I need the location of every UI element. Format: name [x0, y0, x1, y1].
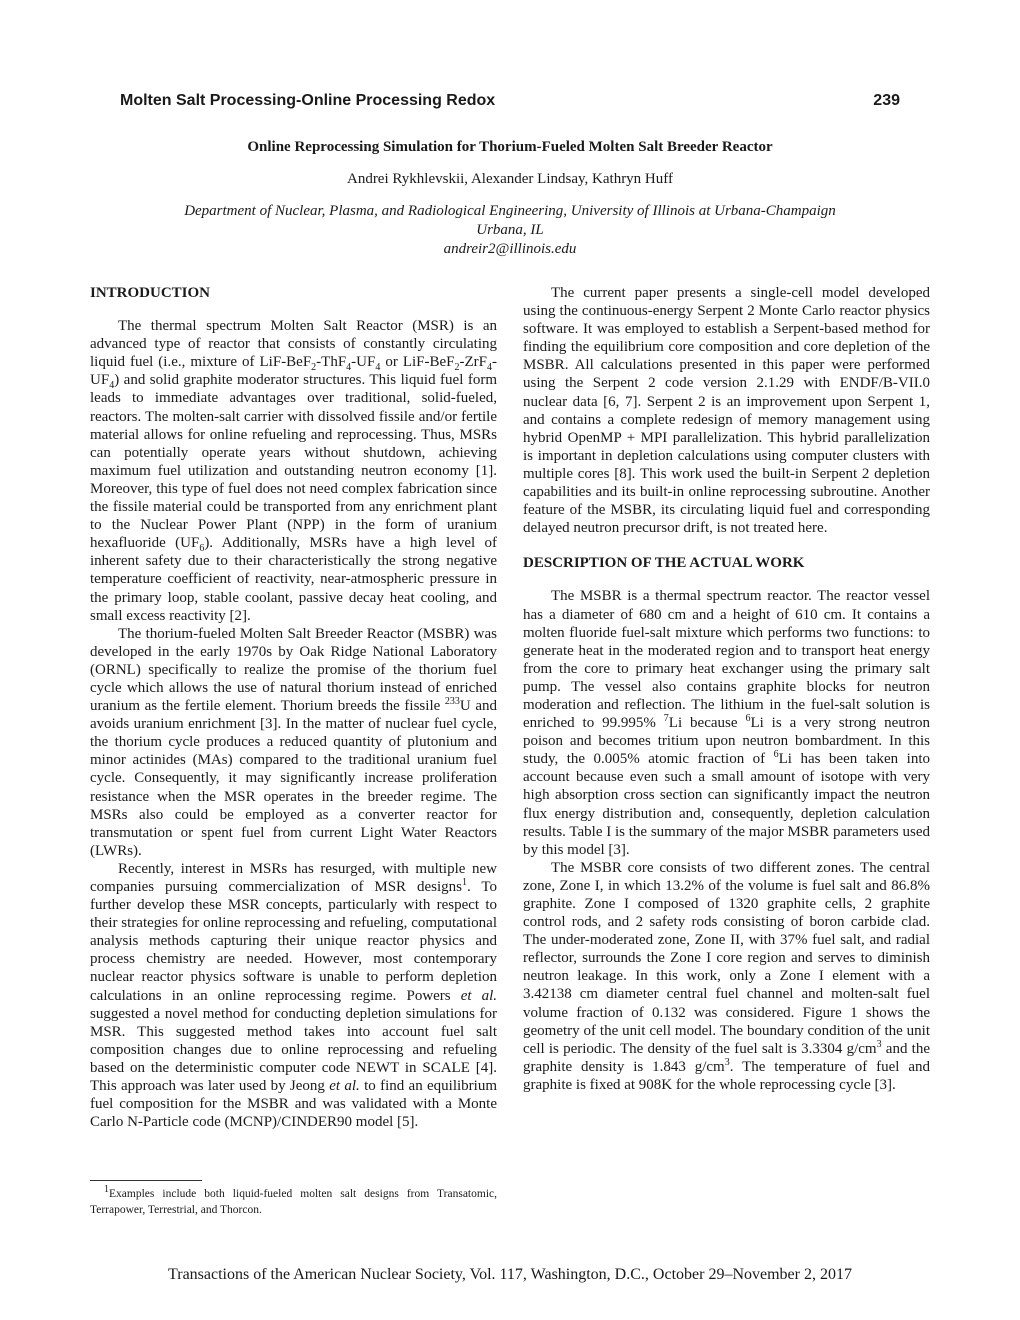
footnote-text: Examples include both liquid-fueled molten salt designs from Transatomic, Terrapower, Terrestrial, and Thorcon.	[90, 1188, 497, 1216]
title-block	[90, 139, 930, 259]
intro-paragraph-1: The thermal spectrum Molten Salt Reactor (MSR) is an advanced type of reactor that consists of constantly circulating liquid fuel (i.e., mixture of LiF-$BeF_2-ThF_4-UF_4$ or LiF-$BeF_2-ZrF_4-UF_4$) and solid graphite moderator structures. This liquid fuel form leads to immediate advantages over traditional, solid-fueled, reactors. The molten-salt carrier with dissolved fissile and/or fertile material allows for online refueling and reprocessing. Thus, MSRs can potentially operate years without shutdown, achieving maximum fuel utilization and outstanding neutron economy [1]. Moreover, this type of fuel does not need complex fabrication since the fissile material could be transported from any enrichment plant to the Nuclear Power Plant (NPP) in the form of uranium hexafluoride $(UF_6)$. Additionally, MSRs have a high level of inherent safety due to their characteristically the strong negative temperature coefficient of reactivity, near-atmospheric pressure in the primary loop, stable coolant, passive decay heat cooling, and small excess reactivity [2].	[90, 318, 497, 624]
footnote-marker[interactable]: 1	[461, 877, 467, 888]
footnote-divider	[90, 1180, 202, 1181]
footnote	[90, 1186, 497, 1218]
running-head	[120, 92, 900, 110]
affiliation	[90, 202, 930, 259]
author-email[interactable]: andreir2@illinois.edu	[443, 241, 577, 257]
intro-paragraph-2: The thorium-fueled Molten Salt Breeder Reactor (MSBR) was developed in the early 1970s by Oak Ridge National Laboratory (ORNL) specifically to realize the promise of the thorium fuel cycle which allows the use of natural thorium instead of enriched uranium as the fertile element. Thorium breeds the fissile $^{233}$U and avoids uranium enrichment [3]. In the matter of nuclear fuel cycle, the thorium cycle produces a reduced quantity of plutonium and minor actinides (MAs) compared to the traditional uranium fuel cycle. Consequently, it may significantly increase proliferation resistance when the MSR operates in the breeder regime. The MSRs also could be employed as a converter reactor for transmutation or spent fuel from current Light Water Reactors (LWRs).	[90, 625, 497, 859]
affiliation-line-1: Department of Nuclear, Plasma, and Radiological Engineering, University of Illinois at Urbana-Champaign	[184, 203, 836, 219]
actual-work-heading: DESCRIPTION OF THE ACTUAL WORK	[523, 555, 805, 572]
left-column	[90, 284, 497, 1131]
introduction-heading: INTRODUCTION	[90, 285, 211, 301]
right-column	[523, 284, 930, 1094]
page-footer: Transactions of the American Nuclear Society, Vol. 117, Washington, D.C., October 29–November 2, 2017	[168, 1266, 852, 1283]
intro-paragraph-4: The current paper presents a single-cell model developed using the continuous-energy Serpent 2 Monte Carlo reactor physics software. It was employed to establish a Serpent-based method for finding the equilibrium core composition and core depletion of the MSBR. All calculations presented in this paper were performed using the Serpent 2 code version 2.1.29 with ENDF/B-VII.0 nuclear data [6, 7]. Serpent 2 is an improvement upon Serpent 1, and contains a complete redesign of memory management using hybrid OpenMP + MPI parallelization. This hybrid parallelization is important in depletion calculations using computer clusters with multiple cores [8]. This work used the built-in Serpent 2 depletion capabilities and its built-in online reprocessing subroutine. Another feature of the MSBR, its circulating liquid fuel and corresponding delayed neutron precursor drift, is not treated here.	[523, 285, 930, 537]
section-title: Molten Salt Processing-Online Processing Redox	[120, 92, 496, 109]
work-paragraph-1: The MSBR is a thermal spectrum reactor. The reactor vessel has a diameter of 680 cm and a height of 610 cm. It contains a molten fluoride fuel-salt mixture which performs two functions: to generate heat in the moderated region and to transport heat energy from the core to primary heat exchanger using the primary salt pump. The vessel also contains graphite blocks for neutron moderation and reflection. The lithium in the fuel-salt solution is enriched to 99.995% $^7$Li because $^6$Li is a very strong neutron poison and becomes tritium upon neutron bombardment. In this study, the 0.005% atomic fraction of $^6$Li has been taken into account because even such a small amount of isotope with very high absorption cross section can significantly impact the neutron flux energy distribution and, consequently, depletion calculation results. Table I is the summary of the major MSBR parameters used by this model [3].	[523, 588, 930, 858]
footnote-number: 1	[104, 1184, 109, 1196]
paper-title: Online Reprocessing Simulation for Thorium-Fueled Molten Salt Breeder Reactor	[247, 139, 773, 155]
page-number: 239	[873, 92, 900, 109]
authors: Andrei Rykhlevskii, Alexander Lindsay, Kathryn Huff	[346, 171, 673, 187]
work-paragraph-2: The MSBR core consists of two different zones. The central zone, Zone I, in which 13.2% of the volume is fuel salt and 86.8% graphite. Zone I composed of 1320 graphite cells, 2 graphite control rods, and 2 safety rods consisting of boron carbide clad. The under-moderated zone, Zone II, with 37% fuel salt, and radial reflector, surrounds the Zone I core region and serves to diminish neutron leakage. In this work, only a Zone I element with a 3.42138 cm diameter central fuel channel and molten-salt fuel volume fraction of 0.132 was considered. Figure 1 shows the geometry of the unit cell model. The boundary condition of the unit cell is periodic. The density of the fuel salt is 3.3304 $g/cm^3$ and the graphite density is 1.843 $g/cm^3$. The temperature of fuel and graphite is fixed at 908K for the whole reprocessing cycle [3].	[523, 859, 931, 1093]
intro-paragraph-3: Recently, interest in MSRs has resurged, with multiple new companies pursuing commercialization of MSR designs$^1$. To further develop these MSR concepts, particularly with respect to their strategies for online reprocessing and refueling, computational analysis methods capturing their unique reactor physics and process chemistry are needed. However, most contemporary nuclear reactor physics software is unable to perform depletion calculations in an online reprocessing regime. Powers et al. suggested a novel method for conducting depletion simulations for MSR. This suggested method takes into account fuel salt composition changes due to online reprocessing and refueling based on the deterministic computer code NEWT in SCALE [4]. This approach was later used by Jeong et al. to find an equilibrium fuel composition for the MSBR and was validated with a Monte Carlo N-Particle code (MCNP)/CINDER90 model [5].	[90, 860, 497, 1131]
affiliation-line-2: Urbana, IL	[476, 222, 544, 238]
